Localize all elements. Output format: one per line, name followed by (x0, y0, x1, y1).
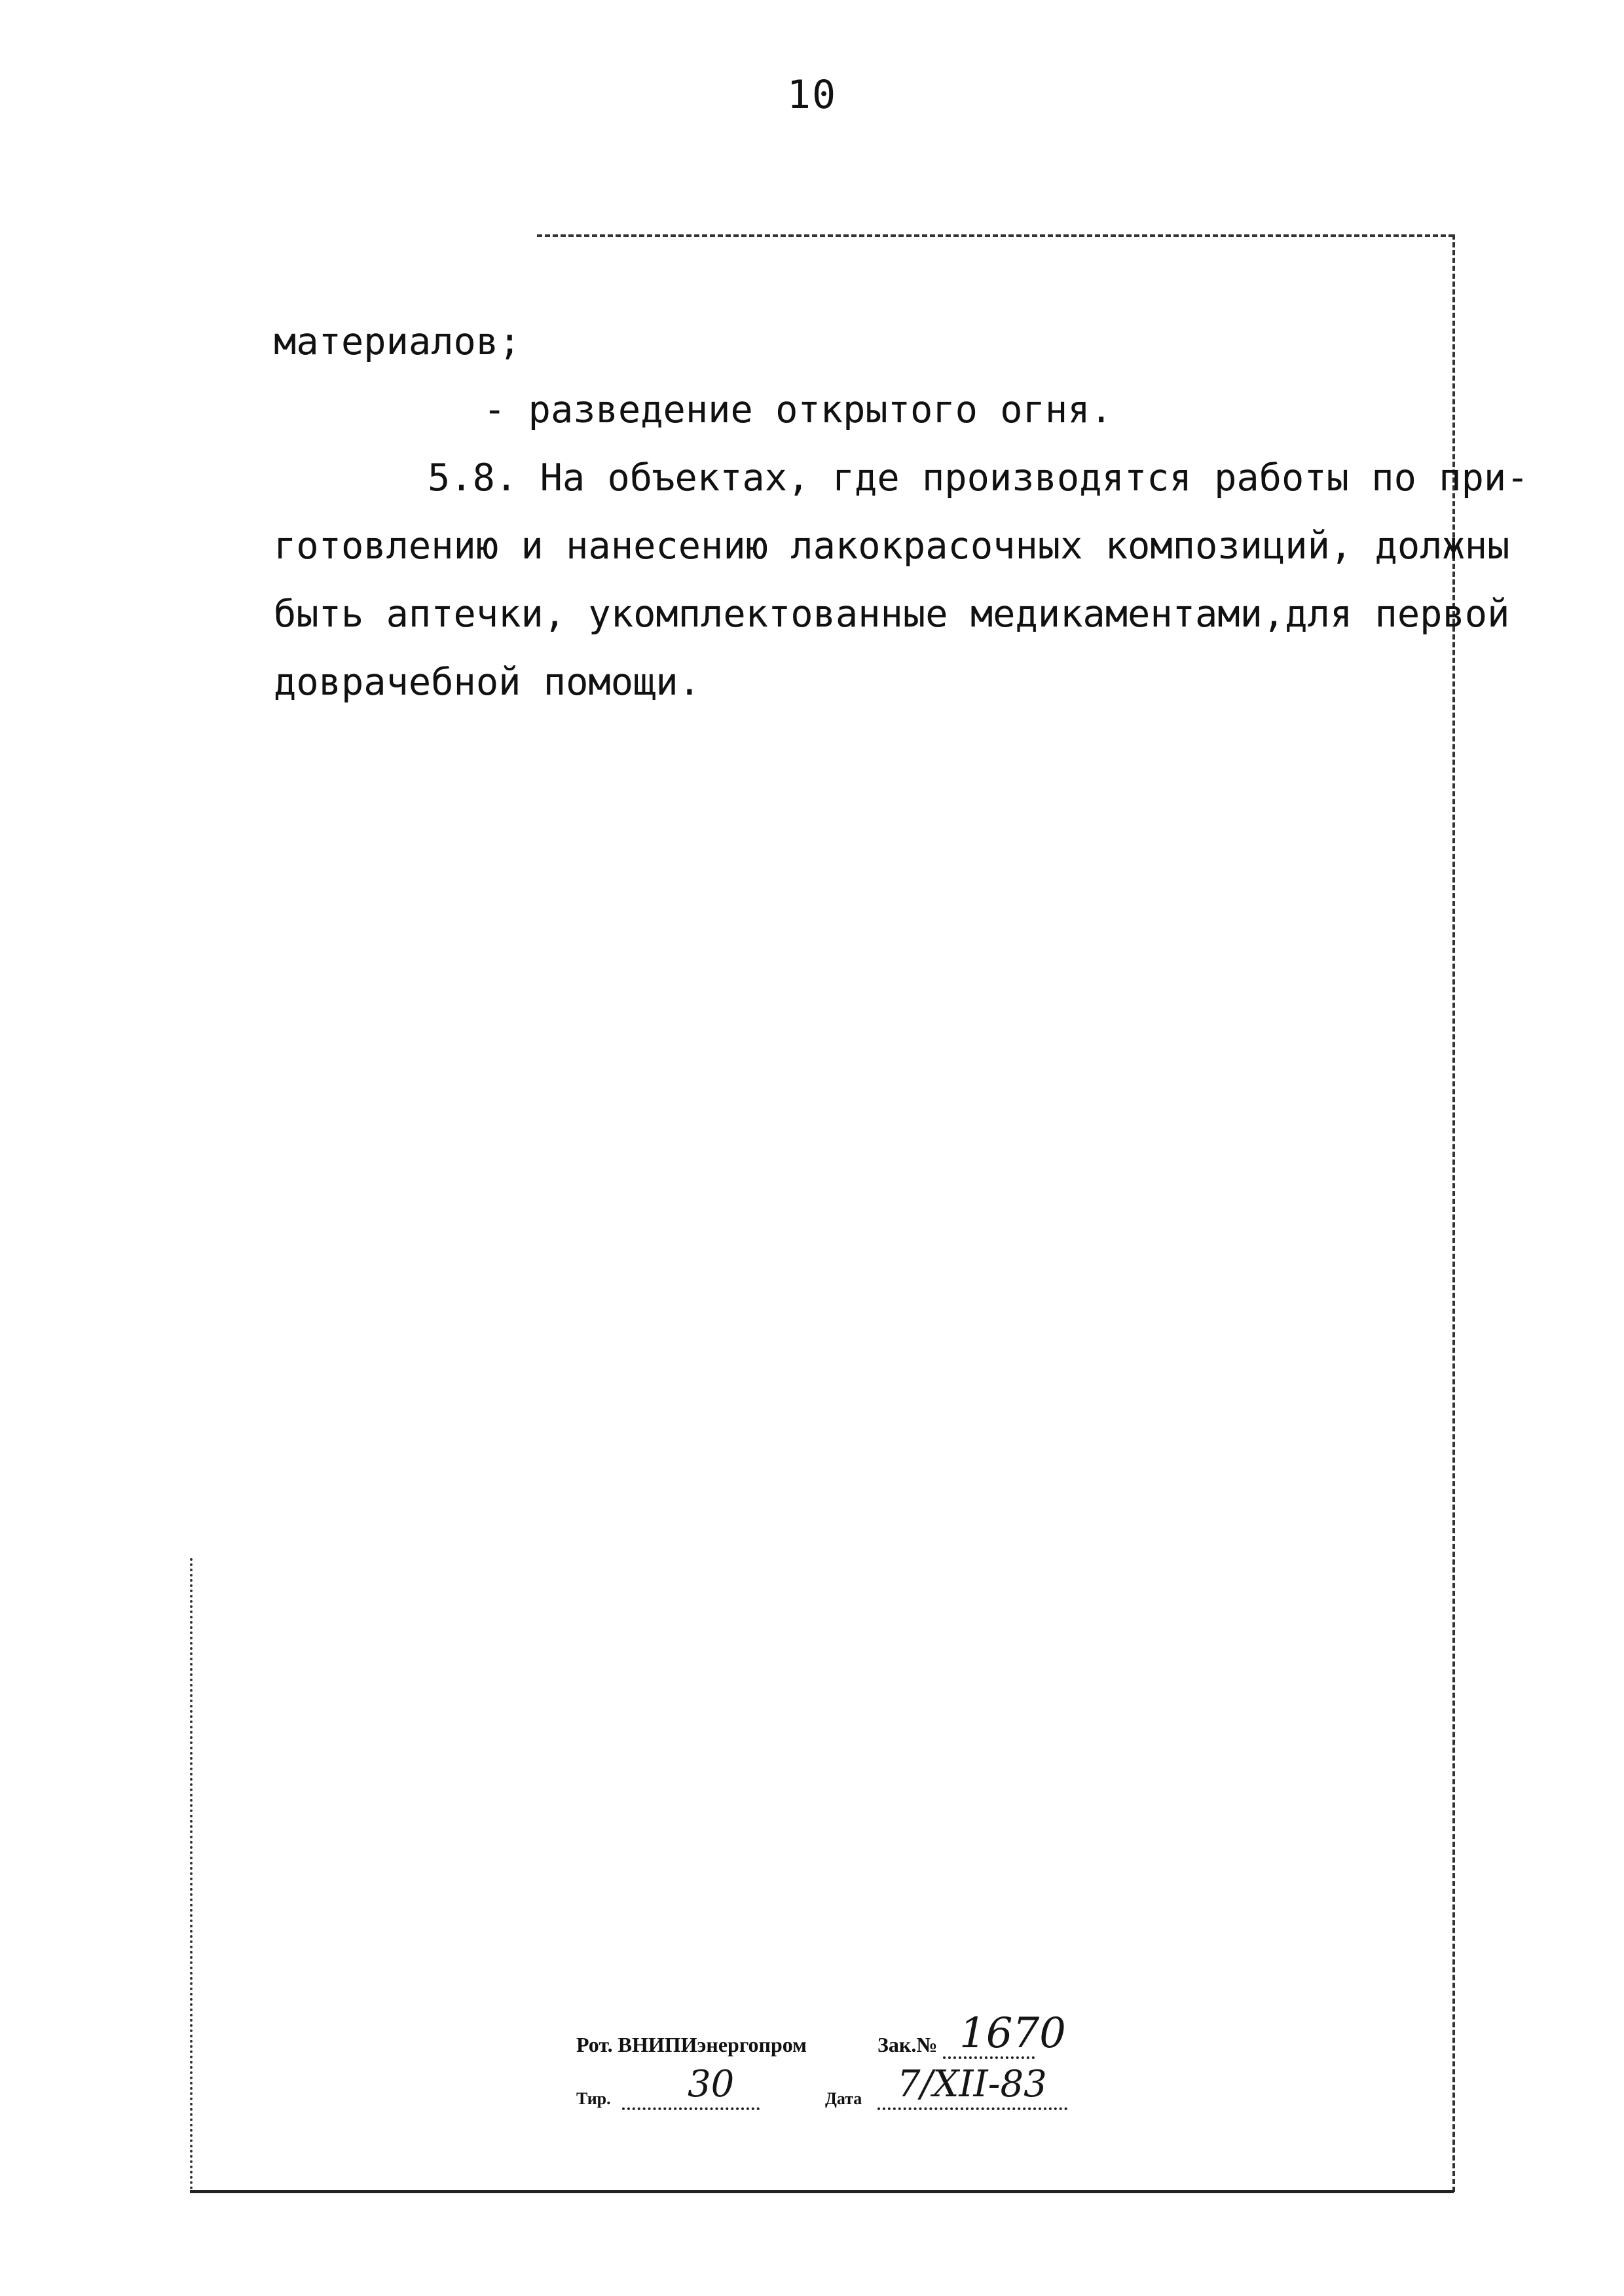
imprint-date: 7/XII-83 (897, 2063, 1047, 2105)
imprint-order-label: Зак.№ (877, 2033, 938, 2056)
page-number: 10 (786, 72, 838, 118)
imprint-date-underline (877, 2107, 1067, 2110)
imprint-copies: 30 (688, 2063, 735, 2105)
body-line-6: доврачебной помощи. (274, 661, 701, 704)
frame-bottom-border (190, 2190, 1454, 2193)
imprint-row-2 (576, 2063, 1166, 2118)
body-line-4: готовлению и нанесению лакокрасочных композиций, должны (274, 524, 1510, 568)
body-line-2: - разведение открытого огня. (483, 388, 1113, 431)
imprint-row-1 (576, 2009, 1166, 2066)
imprint-date-label: Дата (825, 2089, 862, 2108)
body-line-3: 5.8. На объектах, где производятся работы по при- (428, 456, 1529, 500)
imprint-copies-underline (622, 2107, 760, 2110)
imprint-copies-label: Тир. (576, 2089, 611, 2108)
imprint-order-number: 1670 (959, 2009, 1066, 2058)
imprint-printer: Рот. ВНИПИэнергопром (576, 2033, 807, 2056)
body-line-1: материалов; (274, 320, 521, 363)
frame-top-border (537, 234, 1454, 237)
print-imprint (576, 2009, 1166, 2118)
document-body (274, 308, 1529, 716)
body-line-5: быть аптечки, укомплектованные медикаментами,для первой (274, 592, 1510, 636)
frame-left-border (190, 1558, 193, 2190)
